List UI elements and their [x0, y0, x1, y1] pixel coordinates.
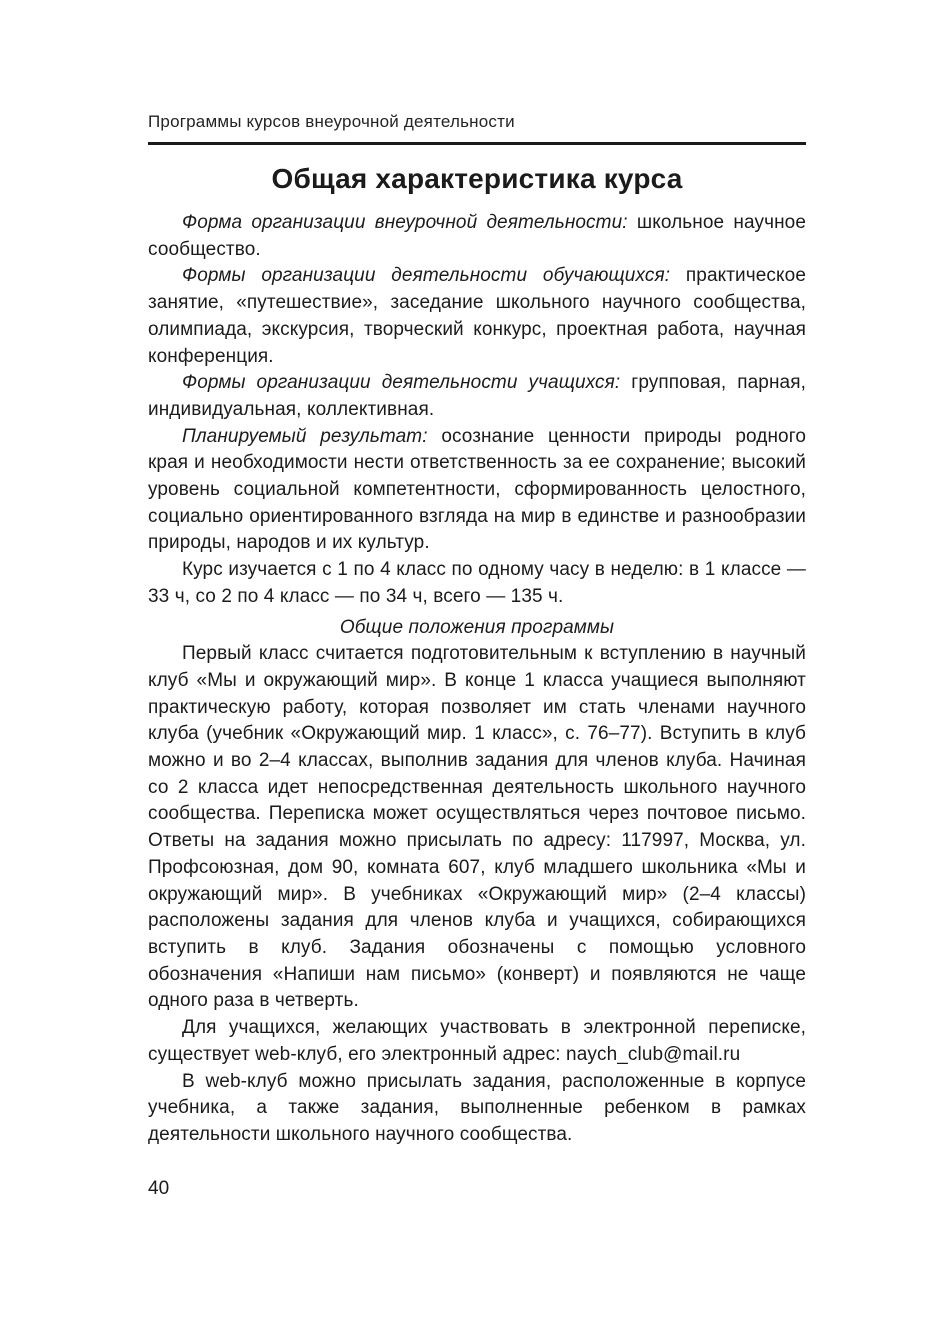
email-domain: mail.ru [682, 1043, 741, 1065]
paragraph-text: Первый класс считается подготовительным к вступлению в научный клуб «Мы и окружающий мир». В конце 1 класса учащиеся выполняют практическую работу, которая позволяет им стать членами научного клуба (учебник «Окружающий мир. 1 класс», с. 76–77). Вступить в клуб можно и во 2–4 классах, выполнив задания для членов клуба. Начиная со 2 класса идет непосредственная деятельность школьного научного сообщества. Переписка может осуществляться через почтовое письмо. Ответы на задания можно присылать по адресу: 117997, Москва, ул. Профсоюзная, дом 90, комната 607, клуб младшего школьника «Мы и окружающий мир». В учебниках «Окружающий мир» (2–4 классы) расположены задания для членов клуба и учащихся, собирающихся вступить в клуб. Задания обозначены с помощью условного обозначения «Напиши нам письмо» (конверт) и появляются не чаще одного раза в четверть. [148, 643, 806, 1012]
page-title: Общая характеристика курса [271, 163, 683, 194]
paragraph [148, 1069, 806, 1149]
paragraph [148, 641, 806, 1015]
paragraph-text: школьное научное сообщество. [148, 212, 806, 260]
paragraph [148, 210, 806, 263]
paragraph-text: групповая, парная, индивидуальная, коллективная. [148, 372, 806, 420]
paragraph-text: В web-клуб можно присылать задания, расположенные в корпусе учебника, а также задания, выполненные ребенком в рамках деятельности школьного научного сообщества. [148, 1070, 806, 1145]
page-number: 40 [148, 1178, 170, 1199]
paragraph-text: Курс изучается с 1 по 4 класс по одному часу в неделю: в 1 классе — 33 ч, со 2 по 4 класс — по 34 ч, всего — 135 ч. [148, 559, 806, 607]
paragraph [148, 1015, 806, 1068]
paragraph-text: Для учащихся, желающих участвовать в электронной переписке, существует web-клуб, его электронный адрес: [148, 1017, 806, 1065]
section-subtitle: Общие положения программы [339, 616, 615, 638]
article-body [148, 210, 806, 1149]
paragraph [148, 263, 806, 370]
paragraph-lead: Формы организации деятельности обучающихся: [182, 265, 671, 287]
email-user: naych_club@ [566, 1043, 683, 1065]
paragraph-lead: Формы организации деятельности учащихся: [182, 372, 621, 394]
page-content [148, 112, 806, 1149]
paragraph [148, 557, 806, 610]
paragraph-text: осознание ценности природы родного края и необходимости нести ответственность за ее сохранение; высокий уровень социальной компетентности, сформированность целостного, социально ориентированного взгляда на мир в единстве и разнообразии природы, народов и их культур. [148, 425, 806, 554]
paragraph-text: практическое занятие, «путешествие», заседание школьного научного сообщества, олимпиада, экскурсия, творческий конкурс, проектная работа, научная конференция. [148, 265, 806, 367]
paragraph [148, 370, 806, 423]
running-header: Программы курсов внеурочной деятельности [148, 112, 515, 131]
paragraph-lead: Форма организации внеурочной деятельности: [182, 212, 628, 233]
paragraph-lead: Планируемый результат: [182, 425, 428, 447]
header-rule [148, 142, 806, 145]
paragraph [148, 424, 806, 558]
